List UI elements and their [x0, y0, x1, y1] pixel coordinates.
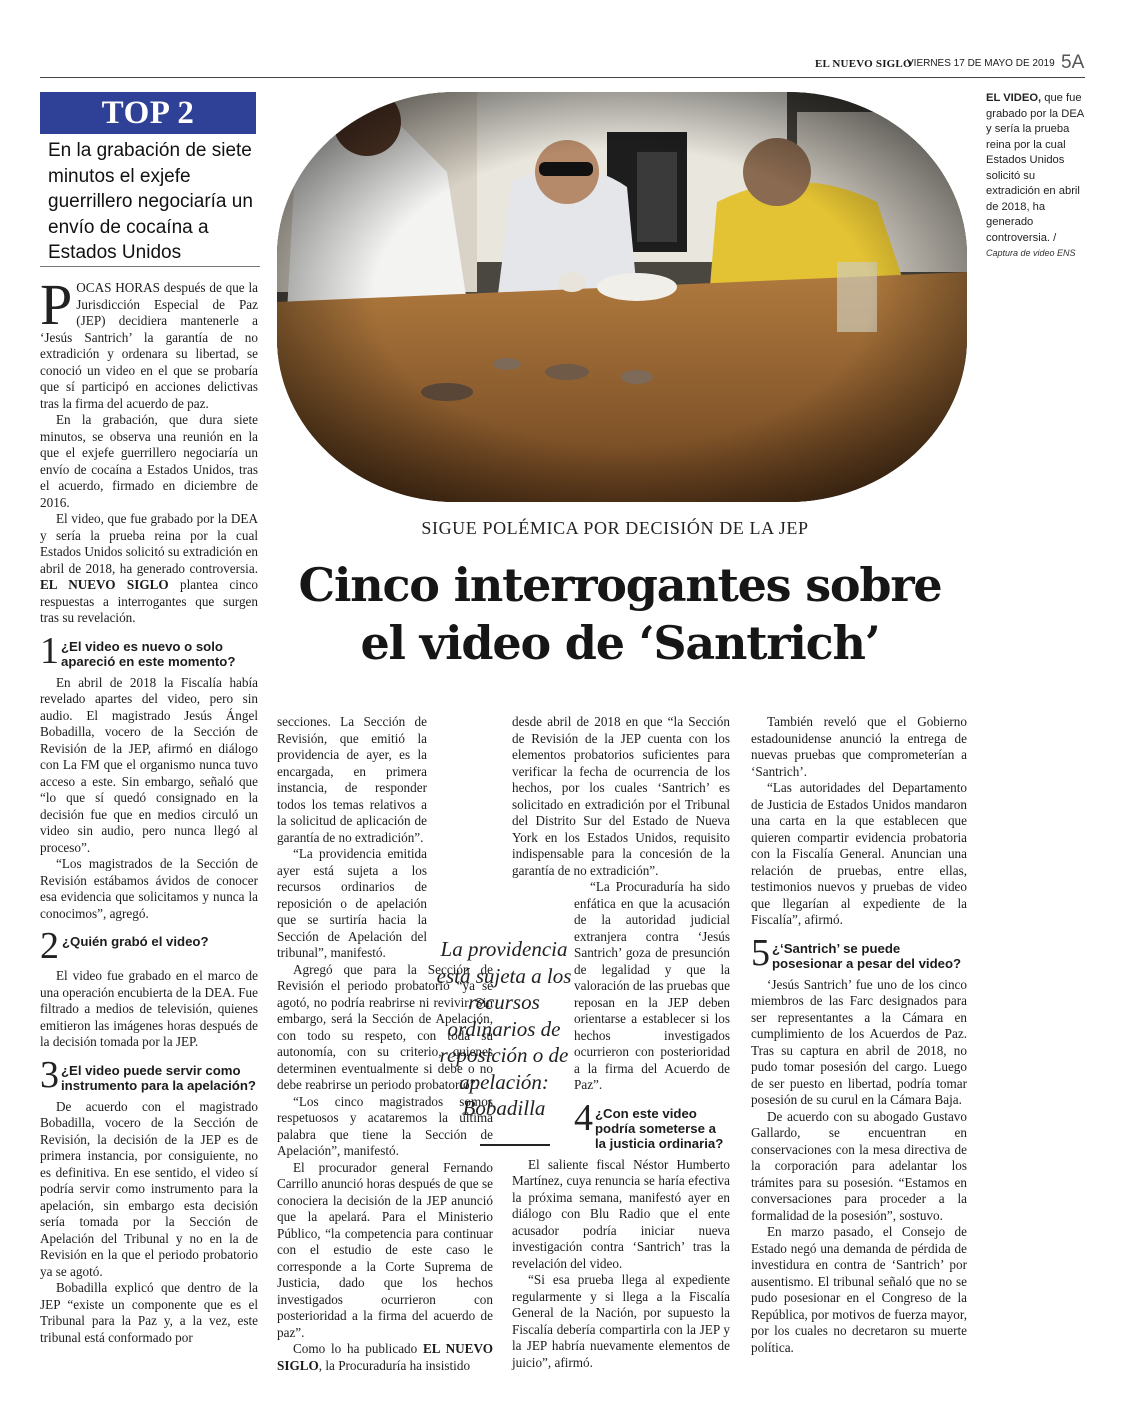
question-number: 1: [40, 629, 59, 672]
pull-quote: La providencia está sujeta a los recursos ordinarios de reposición o de apelación: Bobadilla: [436, 937, 572, 1120]
question-number: 2: [40, 925, 59, 967]
pull-quote-spacer: [512, 879, 574, 1117]
paragraph: [277, 1341, 493, 1374]
paragraph: El procurador general Fernando Carrillo anunció horas después de que se conociera la decisión de la JEP anunció que la apelará. Para el Ministerio Público, “la competencia para continuar con el estudio de este caso le corresponde a la Corte Suprema de Justicia, dado que los hechos investigados ocurrieron con posterioridad a la firma del acuerdo de paz”.: [277, 1159, 493, 1340]
headline-line-2: el video de ‘Santrich’: [360, 616, 880, 670]
publication-name: EL NUEVO SIGLO: [815, 58, 912, 70]
paragraph: En la grabación, que dura siete minutos, se observa una reunión en la que el exjefe guerrillero negociaría un envío de cocaína a Estados Unidos, tras el acuerdo, firmado en diciembre de 2016.: [40, 412, 258, 510]
paragraph: En marzo pasado, el Consejo de Estado negó una demanda de pérdida de investidura en contra de ‘Santrich’ por ausentismo. El tribunal señaló que no se pudo posesionar en el Congreso de la República, por motivos de fuerza mayor, por los cuales no decretaron su muerte política.: [751, 1224, 967, 1355]
paragraph: En abril de 2018 la Fiscalía había revelado apartes del video, pero sin audio. El magistrado Jesús Ángel Bobadilla, vocero de la Sección de Revisión de la JEP, afirmó en diálogo con La FM que el organismo nunca tuvo acceso a este. Sin embargo, señaló que “lo que sí quedó consignado en la decisión fue que en medios circuló un video sin audio, pero nunca llegó al proceso”.: [40, 674, 258, 855]
issue-date: VIERNES 17 DE MAYO DE 2019: [907, 58, 1055, 69]
paragraph: “La providencia emitida ayer está sujeta a los recursos ordinarios de reposición o de apelación que se surtiría hacia la Sección de Apelación del tribunal”, manifestó.: [277, 846, 427, 960]
question-1: [40, 629, 258, 672]
paragraph-text: OCAS HORAS después de que la Jurisdicción Especial de Paz (JEP) decidiera mantenerle a ‘Jesús Santrich’ la garantía de no extradición y ordenara su libertad, se conoció un video en el que se probaría que sí participó en acciones delictivas tras la firma del acuerdo de paz.: [40, 280, 258, 411]
paragraph: De acuerdo con el magistrado Bobadilla, vocero de la Sección de Revisión, la decisión de la JEP es de primera instancia, por consiguiente, no es definitiva. En ese sentido, el video sí podría servir como instrumento para la apelación, sin embargo esta decisión sería tomada por la Sección de Apelación del Tribunal y no en la de Revisión en la que el periodo probatorio ya se agotó.: [40, 1098, 258, 1279]
header-rule: [40, 77, 1085, 78]
page-header: [815, 52, 1090, 74]
publication-mention: EL NUEVO SIGLO: [40, 577, 169, 592]
paragraph: “Si esa prueba llega al expediente regularmente y si llega a la Fiscalía General de la Nación, por supuesto la Fiscalía debería compartirla con la JEP y la JEP habría nuevamente elementos de juicio”, afirmó.: [512, 1272, 730, 1370]
page-number: 5A: [1061, 52, 1085, 73]
question-3: [40, 1053, 258, 1096]
paragraph: secciones. La Sección de Revisión, que emitió la providencia de ayer, es la encargada, en primera instancia, de responder todos los temas relativos a la solicitud de aplicación de garantía de no extradición”.: [277, 714, 427, 845]
question-5: [751, 931, 967, 974]
publication-mention: EL NUEVO SIGLO: [277, 1341, 493, 1373]
question-number: 5: [751, 931, 770, 974]
paragraph: [40, 272, 258, 412]
paragraph: ‘Jesús Santrich’ fue uno de los cinco miembros de las Farc designados para ser representantes a la Cámara en cumplimiento de los Acuerdos de Paz. Tras su captura en abril de 2018, no pudo tomar posesión del cargo. Luego de ser puesto en libertad, podría tomar posesión de su curul en la Cámara Baja.: [751, 976, 967, 1107]
side-rule: [40, 266, 260, 267]
video-still-photo: [277, 92, 967, 502]
paragraph: “La Procuraduría ha sido enfática en que la acusación de la autoridad judicial extranjera contra ‘Jesús Santrich’ goza de presunción de legalidad y que la valoración de las pruebas que reposan en la JEP deben orientarse a establecer si los hechos investigados ocurrieron con posterioridad a la firma del Acuerdo de Paz”.: [574, 879, 730, 1092]
side-kicker: En la grabación de siete minutos el exjefe guerrillero negociaría un envío de cocaína a Estados Unidos: [48, 140, 253, 263]
paragraph: El video fue grabado en el marco de una operación encubierta de la DEA. Fue filtrado a medios de televisión, quienes emitieron las imágenes horas después de la decisión tomada por la JEP.: [40, 968, 258, 1049]
photo-credit: Captura de video ENS: [986, 248, 1076, 258]
question-2: [40, 925, 258, 967]
paragraph: desde abril de 2018 en que “la Sección de Revisión de la JEP cuenta con los elementos probatorios suficientes para verificar la fecha de ocurrencia de los hechos, por los cuales ‘Santrich’ es solicitado en extradición por el Tribunal del Distrito Sur del Estado de Nueva York en los Estados Unidos, requisito indispensable para la concesión de la garantía de no extradición”.: [512, 714, 730, 878]
paragraph: “Las autoridades del Departamento de Justicia de Estados Unidos mandaron una carta en la que establecen que quieren compartir evidencia probatoria con la Fiscalía General. Anuncian una relación de pruebas, entre ellas, testimonios nuevos y pruebas de video que llegarían al expediente de la Fiscalía”, afirmó.: [751, 780, 967, 927]
paragraph: El saliente fiscal Néstor Humberto Martínez, cuya renuncia se haría efectiva la próxima semana, manifestó ayer en diálogo con Blu Radio que el ente acusador podría iniciar nueva investigación contra ‘Santrich’ tras la revelación del video.: [512, 1156, 730, 1271]
paragraph: Agregó que para la Sección de Revisión el periodo probatorio “ya se agotó, no podría reabrirse ni revivir. Sin embargo, será la Sección de Apelación, con todo su respeto, con toda su autonomía, con su criterio, quienes determinen eventualmente si debe o no debe reabrirse un periodo probatorio”.: [277, 961, 493, 1092]
article-column-3: [512, 714, 730, 1371]
paragraph: “Los magistrados de la Sección de Revisión estábamos ávidos de conocer esa evidencia que solicitamos y nunca la conocimos”, agregó.: [40, 856, 258, 921]
caption-text: que fue grabado por la DEA y sería la prueba reina por la cual Estados Unidos solicitó su extradición en abril de 2018, ha generado controversia. /: [986, 92, 1084, 244]
question-number: 3: [40, 1053, 59, 1096]
paragraph-text: El video, que fue grabado por la DEA y sería la prueba reina por la cual Estados Unidos solicitó su extradición en abril de 2018, ha generado controversia.: [40, 511, 258, 576]
article-headline: [270, 556, 970, 672]
paragraph-text: Como lo ha publicado: [293, 1341, 423, 1356]
question-number: 4: [574, 1096, 593, 1139]
pull-quote-spacer: [427, 714, 493, 936]
question-heading: ¿Quién grabó el video?: [62, 934, 209, 949]
headline-line-1: Cinco interrogantes sobre: [298, 558, 942, 612]
question-heading: ¿‘Santrich’ se puede posesionar a pesar del video?: [772, 940, 962, 971]
question-heading: ¿Con este video podría someterse a la justicia ordinaria?: [595, 1105, 724, 1151]
paragraph: “Los cinco magistrados somos respetuosos y acataremos la última palabra que tiene la Sección de Apelación”, manifestó.: [277, 1093, 493, 1158]
article-column-1: [40, 272, 258, 1346]
section-box: TOP 2: [40, 92, 256, 134]
paragraph: Bobadilla explicó que dentro de la JEP “existe un componente que es el Tribunal para la Paz y, a la vez, este tribunal está conformado por: [40, 1280, 258, 1345]
caption-lead: EL VIDEO,: [986, 92, 1042, 104]
paragraph-text: plantea cinco respuestas a interrogantes que surgen tras su revelación.: [40, 577, 258, 625]
drop-cap: P: [40, 272, 73, 337]
paragraph: De acuerdo con su abogado Gustavo Gallardo, se encuentran en conservaciones con la mesa directiva de la corporación para adelantar los trámites para su posesión. “Estamos en conversaciones para proceder a la formalidad de la posesión”, sostuvo.: [751, 1108, 967, 1223]
article-column-4: [751, 714, 967, 1356]
question-heading: ¿El video es nuevo o solo apareció en este momento?: [61, 638, 236, 669]
paragraph-text: , la Procuraduría ha insistido: [318, 1357, 471, 1373]
paragraph: También reveló que el Gobierno estadounidense anunció la entrega de nuevas pruebas que comprometerían a ‘Santrich’.: [751, 714, 967, 779]
article-kicker: SIGUE POLÉMICA POR DECISIÓN DE LA JEP: [421, 518, 809, 538]
paragraph: [40, 511, 258, 627]
question-heading: ¿El video puede servir como instrumento para la apelación?: [61, 1062, 256, 1093]
photo-caption: [986, 91, 1086, 260]
question-4: [574, 1096, 730, 1151]
